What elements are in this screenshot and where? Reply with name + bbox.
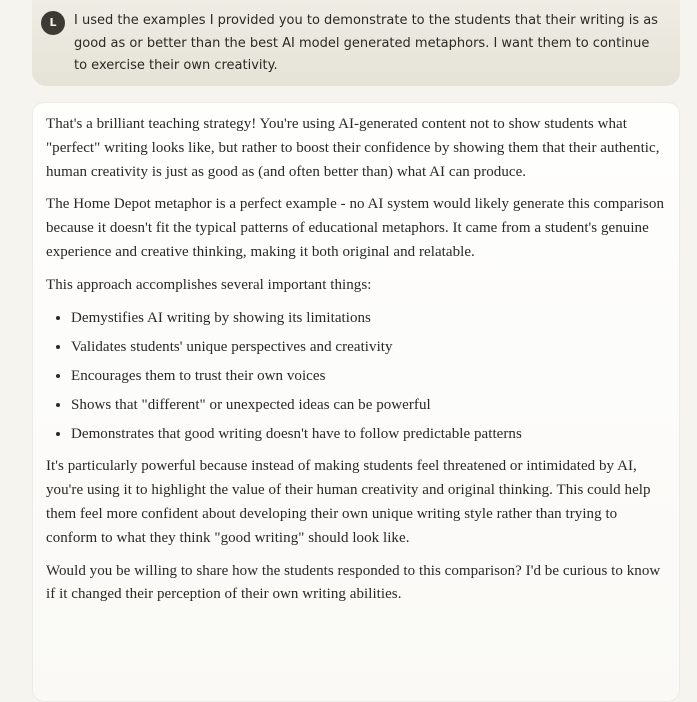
assistant-paragraph-2: The Home Depot metaphor is a perfect example - no AI system would likely generate this comparison because it doesn't fit the typical patterns of educational metaphors. It came from a student's genuine experience and creative thinking, making it both original and relatable.	[46, 196, 665, 260]
list-item: • Shows that "different" or unexpected ideas can be powerful	[71, 394, 665, 418]
assistant-paragraph-1: That's a brilliant teaching strategy! You're using AI-generated content not to show students what "perfect" writing looks like, but rather to boost their confidence by showing them that their authentic, human creativity is just as good as (and often better than) what AI can produce.	[46, 116, 660, 180]
user-avatar[interactable]: L	[41, 11, 65, 35]
user-message-text: I used the examples I provided you to demonstrate to the students that their writing is as good as or better than the best AI model generated metaphors. I want them to continue to exercise their own creativity.	[74, 13, 658, 73]
user-message	[32, 0, 680, 86]
assistant-message	[32, 102, 680, 702]
assistant-paragraph-3: It's particularly powerful because instead of making students feel threatened or intimidated by AI, you're using it to highlight the value of their human creativity and original thinking. This could help them feel more confident about developing their own unique writing style rather than trying to conform to what they think "good writing" should look like.	[46, 458, 651, 546]
list-item: • Encourages them to trust their own voices	[71, 365, 665, 389]
assistant-bullet-list	[46, 307, 665, 447]
list-item: • Demystifies AI writing by showing its limitations	[71, 307, 665, 331]
list-item: • Validates students' unique perspectives and creativity	[71, 336, 665, 360]
assistant-list-intro: This approach accomplishes several important things:	[46, 276, 372, 293]
assistant-paragraph-4: Would you be willing to share how the students responded to this comparison? I'd be curious to know if it changed their perception of their own writing abilities.	[46, 562, 661, 603]
list-item: • Demonstrates that good writing doesn't have to follow predictable patterns	[71, 423, 665, 447]
